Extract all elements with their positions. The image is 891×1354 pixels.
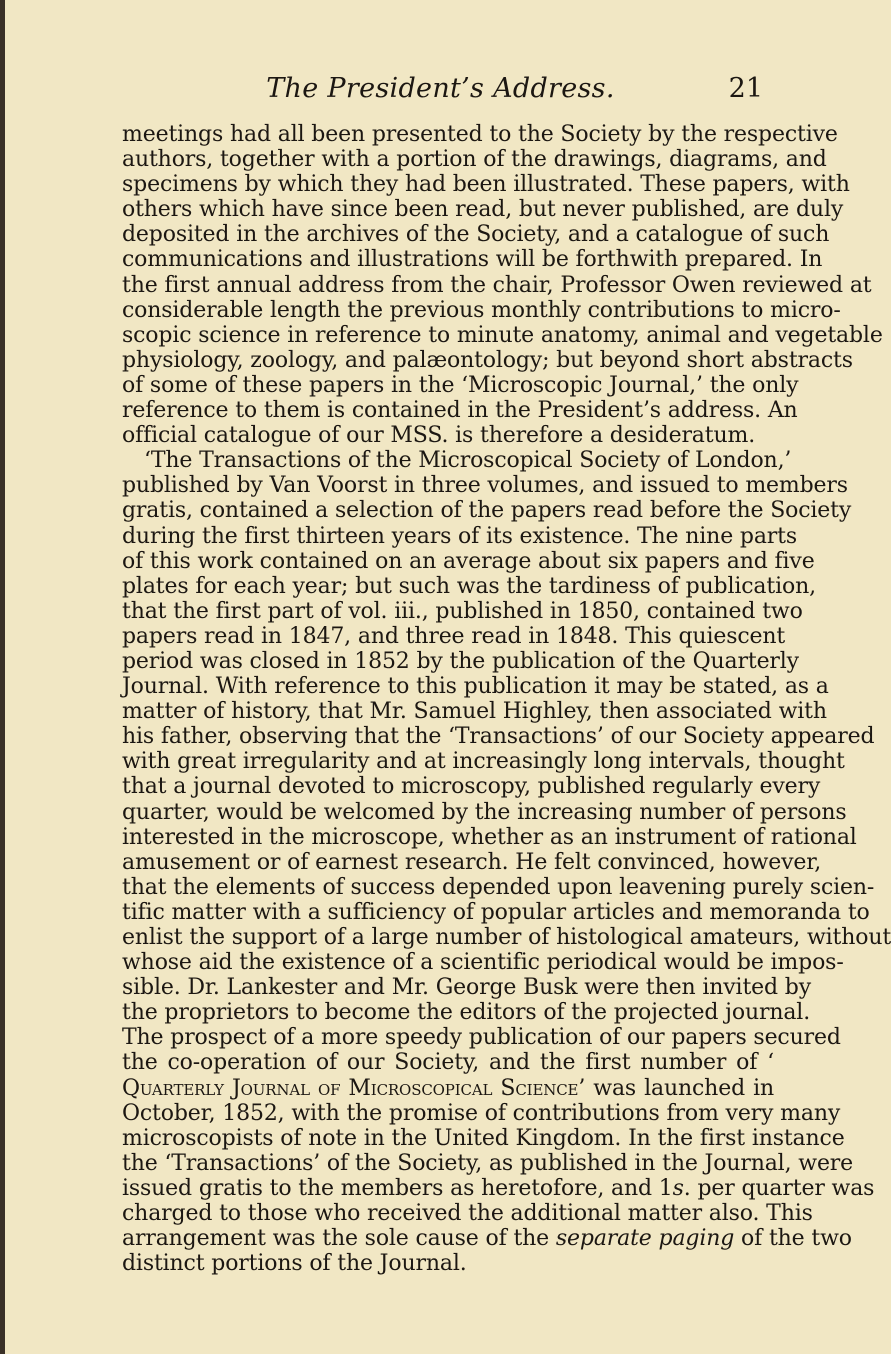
text-line: scopic science in reference to minute anatomy, animal and vegetable [122, 322, 883, 348]
text-line: communications and illustrations will be forthwith prepared. In [122, 247, 823, 273]
text-line: specimens by which they had been illustrated. These papers, with [122, 172, 850, 198]
text-line: with great irregularity and at increasingly long intervals, thought [122, 749, 845, 775]
text-line: the proprietors to become the editors of the projected journal. [122, 1000, 811, 1026]
text-line: that the elements of success depended upon leavening purely scien- [122, 874, 875, 900]
text-line: plates for each year; but such was the tardiness of publication, [122, 573, 816, 599]
text-line: his father, observing that the ‘Transactions’ of our Society appeared [122, 724, 875, 750]
running-head [100, 72, 781, 106]
text-segment: . per quarter was [683, 1175, 875, 1201]
text-line: physiology, zoology, and palæontology; but beyond short abstracts [122, 347, 853, 373]
page-number: 21 [728, 73, 763, 104]
text-segment: of the two [734, 1226, 852, 1252]
text-segment: the co-operation of our Society, and the first number of ‘ [122, 1050, 774, 1076]
text-line: tific matter with a sufficiency of popular articles and memoranda to [122, 899, 870, 925]
text-segment: arrangement was the sole cause of the [122, 1226, 556, 1252]
text-line: papers read in 1847, and three read in 1848. This quiescent [122, 623, 786, 649]
text-line: distinct portions of the Journal. [122, 1251, 467, 1277]
text-line: matter of history, that Mr. Samuel Highley, then associated with [122, 699, 827, 725]
italic-emphasis: separate paging [555, 1226, 735, 1252]
text-line: meetings had all been presented to the Society by the respective [122, 122, 838, 147]
text-line: interested in the microscope, whether as an instrument of rational [122, 824, 857, 850]
italic-shilling: s [672, 1175, 684, 1201]
text-line: during the first thirteen years of its existence. The nine parts [122, 523, 797, 549]
text-line: gratis, contained a selection of the papers read before the Society [122, 498, 852, 524]
text-line: charged to those who received the additional matter also. This [122, 1201, 813, 1227]
journal-title-small-caps: Quarterly Journal of Microscopical Science [122, 1075, 579, 1101]
text-line: sible. Dr. Lankester and Mr. George Busk were then invited by [122, 975, 811, 1001]
text-line: enlist the support of a large number of histological amateurs, without [122, 925, 891, 950]
text-line: ‘The Transactions of the Microscopical Society of London,’ [144, 448, 792, 474]
text-line: microscopists of note in the United Kingdom. In the first instance [122, 1125, 845, 1151]
text-line [122, 1226, 852, 1252]
text-segment: issued gratis to the members as heretofore, and 1 [122, 1175, 673, 1201]
text-line: of some of these papers in the ‘Microscopic Journal,’ the only [122, 372, 799, 398]
text-line: the first annual address from the chair, Professor Owen reviewed at [122, 272, 872, 298]
text-line [122, 1050, 774, 1075]
text-line: quarter, would be welcomed by the increasing number of persons [122, 799, 847, 825]
text-line: that the first part of vol. iii., published in 1850, contained two [122, 598, 803, 624]
text-line: Journal. With reference to this publication it may be stated, as a [122, 674, 829, 700]
text-line: October, 1852, with the promise of contributions from very many [122, 1100, 841, 1126]
text-line [122, 1076, 774, 1101]
running-title: The President’s Address. [266, 73, 615, 104]
text-line: the ‘Transactions’ of the Society, as published in the Journal, were [122, 1150, 854, 1176]
body-text [122, 122, 891, 1277]
text-segment: ’ was launched in [578, 1075, 774, 1101]
text-line: official catalogue of our MSS. is therefore a desideratum. [122, 423, 756, 449]
text-line: others which have since been read, but never published, are duly [122, 197, 844, 223]
text-line: period was closed in 1852 by the publication of the Quarterly [122, 648, 799, 674]
text-line: whose aid the existence of a scientific periodical would be impos- [122, 950, 844, 976]
text-line: reference to them is contained in the President’s address. An [122, 398, 798, 424]
text-line: that a journal devoted to microscopy, published regularly every [122, 774, 821, 800]
text-line: amusement or of earnest research. He felt convinced, however, [122, 849, 822, 875]
text-line: of this work contained on an average about six papers and five [122, 548, 815, 574]
text-line: deposited in the archives of the Society, and a catalogue of such [122, 222, 830, 248]
text-line: published by Van Voorst in three volumes, and issued to members [122, 473, 848, 499]
text-line: considerable length the previous monthly contributions to micro- [122, 297, 841, 323]
text-line: authors, together with a portion of the drawings, diagrams, and [122, 147, 827, 173]
text-line [122, 1175, 875, 1201]
text-line: The prospect of a more speedy publication of our papers secured [122, 1025, 841, 1051]
